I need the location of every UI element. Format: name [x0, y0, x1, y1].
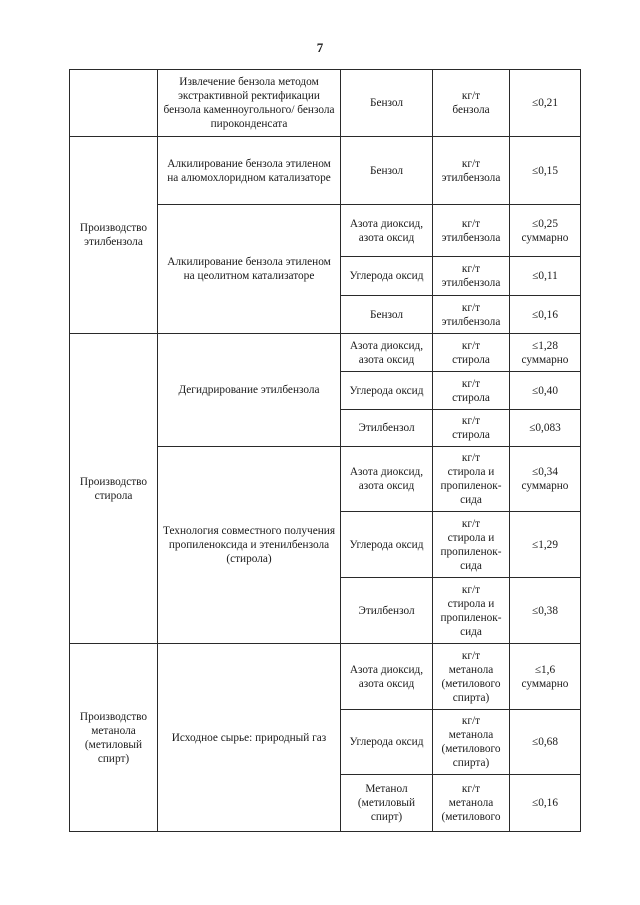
value-cell: ≤0,083 — [510, 410, 581, 447]
unit-cell: кг/т этилбензола — [433, 257, 510, 296]
production-cell-ethylbenzene: Производство этилбензола — [70, 137, 158, 334]
substance-cell: Азота диоксид, азота оксид — [341, 205, 433, 257]
substance-cell: Углерода оксид — [341, 512, 433, 578]
substance-cell: Углерода оксид — [341, 257, 433, 296]
value-cell: ≤1,29 — [510, 512, 581, 578]
page-number: 7 — [316, 40, 324, 55]
unit-cell: кг/т этилбензола — [433, 137, 510, 205]
unit-cell: кг/т бензола — [433, 70, 510, 137]
value-cell: ≤1,28 суммарно — [510, 334, 581, 372]
substance-cell: Метанол (метиловый спирт) — [341, 775, 433, 832]
process-cell: Дегидрирование этилбензола — [158, 334, 341, 447]
production-cell-methanol: Производство метанола (метиловый спирт) — [70, 644, 158, 832]
process-cell: Алкилирование бензола этиленом на алюмохлоридном катализаторе — [158, 137, 341, 205]
unit-cell: кг/т стирола — [433, 372, 510, 410]
value-cell: ≤0,68 — [510, 710, 581, 775]
substance-cell: Углерода оксид — [341, 710, 433, 775]
process-cell: Технология совместного получения пропиленоксида и этенилбензола (стирола) — [158, 447, 341, 644]
unit-cell: кг/т стирола — [433, 334, 510, 372]
process-cell: Исходное сырье: природный газ — [158, 644, 341, 832]
value-cell: ≤0,11 — [510, 257, 581, 296]
unit-cell: кг/т стирола — [433, 410, 510, 447]
emission-standards-table — [69, 69, 581, 832]
unit-cell: кг/т этилбензола — [433, 205, 510, 257]
unit-cell: кг/т этилбензола — [433, 296, 510, 334]
production-cell-styrene: Производство стирола — [70, 334, 158, 644]
value-cell: ≤0,16 — [510, 775, 581, 832]
substance-cell: Бензол — [341, 70, 433, 137]
table-row — [70, 334, 581, 372]
unit-cell: кг/т метанола (метилового спирта) — [433, 644, 510, 710]
substance-cell: Бензол — [341, 137, 433, 205]
value-cell: ≤0,21 — [510, 70, 581, 137]
process-cell: Извлечение бензола методом экстрактивной ректификации бензола каменноугольного/ бензола пироконденсата — [158, 70, 341, 137]
value-cell: ≤0,38 — [510, 578, 581, 644]
substance-cell: Этилбензол — [341, 410, 433, 447]
substance-cell: Этилбензол — [341, 578, 433, 644]
value-cell: ≤0,25 суммарно — [510, 205, 581, 257]
unit-cell: кг/т стирола и пропиленок- сида — [433, 512, 510, 578]
substance-cell: Бензол — [341, 296, 433, 334]
substance-cell: Углерода оксид — [341, 372, 433, 410]
table-row — [70, 137, 581, 205]
unit-cell: кг/т стирола и пропиленок- сида — [433, 578, 510, 644]
value-cell: ≤0,16 — [510, 296, 581, 334]
value-cell: ≤0,15 — [510, 137, 581, 205]
substance-cell: Азота диоксид, азота оксид — [341, 447, 433, 512]
unit-cell: кг/т метанола (метилового спирта) — [433, 710, 510, 775]
value-cell: ≤0,34 суммарно — [510, 447, 581, 512]
table-row — [70, 70, 581, 137]
value-cell: ≤0,40 — [510, 372, 581, 410]
process-cell: Алкилирование бензола этиленом на цеолитном катализаторе — [158, 205, 341, 334]
table-row — [70, 644, 581, 710]
value-cell: ≤1,6 суммарно — [510, 644, 581, 710]
substance-cell: Азота диоксид, азота оксид — [341, 334, 433, 372]
unit-cell: кг/т метанола (метилового — [433, 775, 510, 832]
production-cell-empty — [70, 70, 158, 137]
unit-cell: кг/т стирола и пропиленок- сида — [433, 447, 510, 512]
substance-cell: Азота диоксид, азота оксид — [341, 644, 433, 710]
